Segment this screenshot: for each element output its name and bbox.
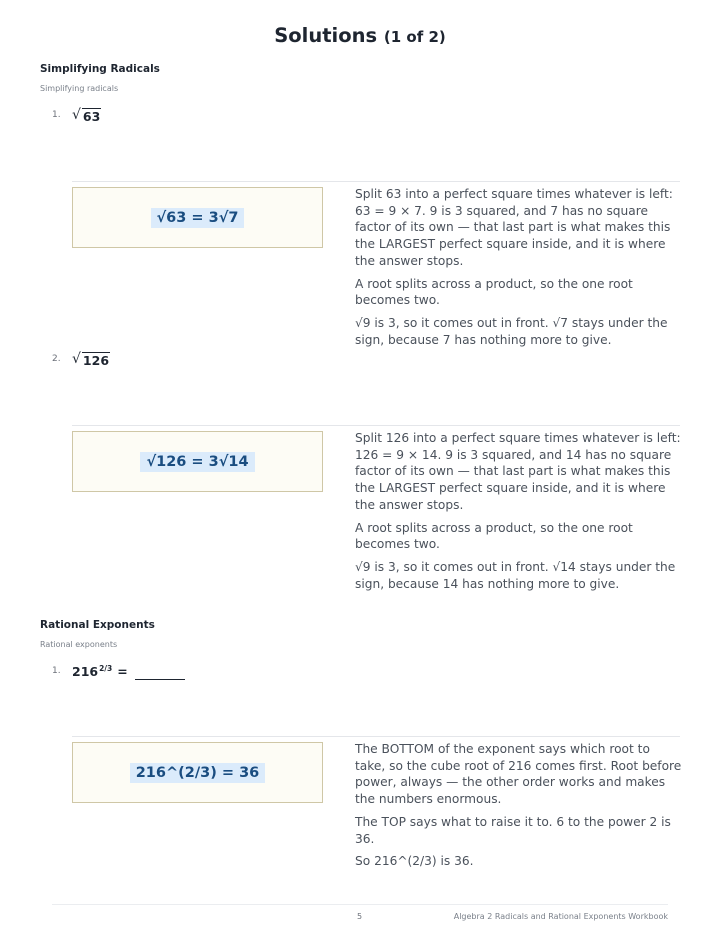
exponent-expression xyxy=(72,664,185,679)
section-subtitle-rational-exponents: Rational exponents xyxy=(40,640,118,649)
explanation-step: A root splits across a product, so the one root becomes two. xyxy=(355,520,633,552)
answer-value: √63 = 3√7 xyxy=(151,208,245,228)
problem-number: 1. xyxy=(52,110,61,120)
page-number: 5 xyxy=(357,912,363,921)
radical-sign-icon: √ xyxy=(72,107,81,123)
answer-box xyxy=(72,742,323,803)
explanation-step: √9 is 3, so it comes out in front. √14 stays under the sign, because 14 has nothing more to give. xyxy=(355,559,676,591)
explanation-step: So 216^(2/3) is 36. xyxy=(355,854,474,869)
answer-box xyxy=(72,431,323,492)
problem-number: 1. xyxy=(52,666,61,676)
problem-number: 2. xyxy=(52,354,61,364)
section-title-simplifying-radicals: Simplifying Radicals xyxy=(40,63,160,75)
section-title-rational-exponents: Rational Exponents xyxy=(40,619,155,631)
answer-blank xyxy=(135,669,185,680)
radical-expression xyxy=(72,351,110,367)
explanation-step: √9 is 3, so it comes out in front. √7 stays under the sign, because 7 has nothing more to give. xyxy=(355,315,668,347)
page-title-sub: (1 of 2) xyxy=(383,28,446,46)
problem-1-exponents xyxy=(52,661,185,681)
page-title-main: Solutions xyxy=(274,24,378,47)
problem-1-radicals xyxy=(52,105,101,125)
explanation xyxy=(355,186,683,354)
expression-base: 216 xyxy=(72,663,99,679)
explanation-step: Split 126 into a perfect square times whatever is left: 126 = 9 × 14. 9 is 3 squared, and 14 has no square factor of its own — that last part is what makes this the LARGEST perfect square inside, and it is where the answer stops. xyxy=(355,431,681,512)
radical-sign-icon: √ xyxy=(72,351,81,367)
expression-exponent: 2/3 xyxy=(99,663,113,673)
explanation-step: The BOTTOM of the exponent says which root to take, so the cube root of 216 comes first. Root before power, always — the other order works and makes the numbers enormous. xyxy=(355,742,682,807)
answer-value: 216^(2/3) = 36 xyxy=(130,763,266,783)
divider xyxy=(72,736,680,737)
problem-2-radicals xyxy=(52,349,110,369)
explanation-step: A root splits across a product, so the one root becomes two. xyxy=(355,276,633,308)
answer-box xyxy=(72,187,323,248)
page-title xyxy=(0,24,720,47)
equals-sign: = xyxy=(117,663,128,679)
explanation xyxy=(355,430,683,598)
divider xyxy=(72,181,680,182)
divider xyxy=(72,425,680,426)
explanation-step: The TOP says what to raise it to. 6 to the power 2 is 36. xyxy=(355,814,671,846)
answer-value: √126 = 3√14 xyxy=(140,452,254,472)
book-title: Algebra 2 Radicals and Rational Exponents Workbook xyxy=(453,912,668,921)
radical-expression xyxy=(72,107,101,123)
radicand: 126 xyxy=(82,353,110,368)
radicand: 63 xyxy=(82,109,101,124)
footer-divider xyxy=(52,904,668,905)
explanation xyxy=(355,741,683,876)
section-subtitle-simplifying-radicals: Simplifying radicals xyxy=(40,84,119,93)
explanation-step: Split 63 into a perfect square times whatever is left: 63 = 9 × 7. 9 is 3 squared, and 7 has no square factor of its own — that last part is what makes this the LARGEST perfect square inside, and it is where the answer stops. xyxy=(355,187,673,268)
